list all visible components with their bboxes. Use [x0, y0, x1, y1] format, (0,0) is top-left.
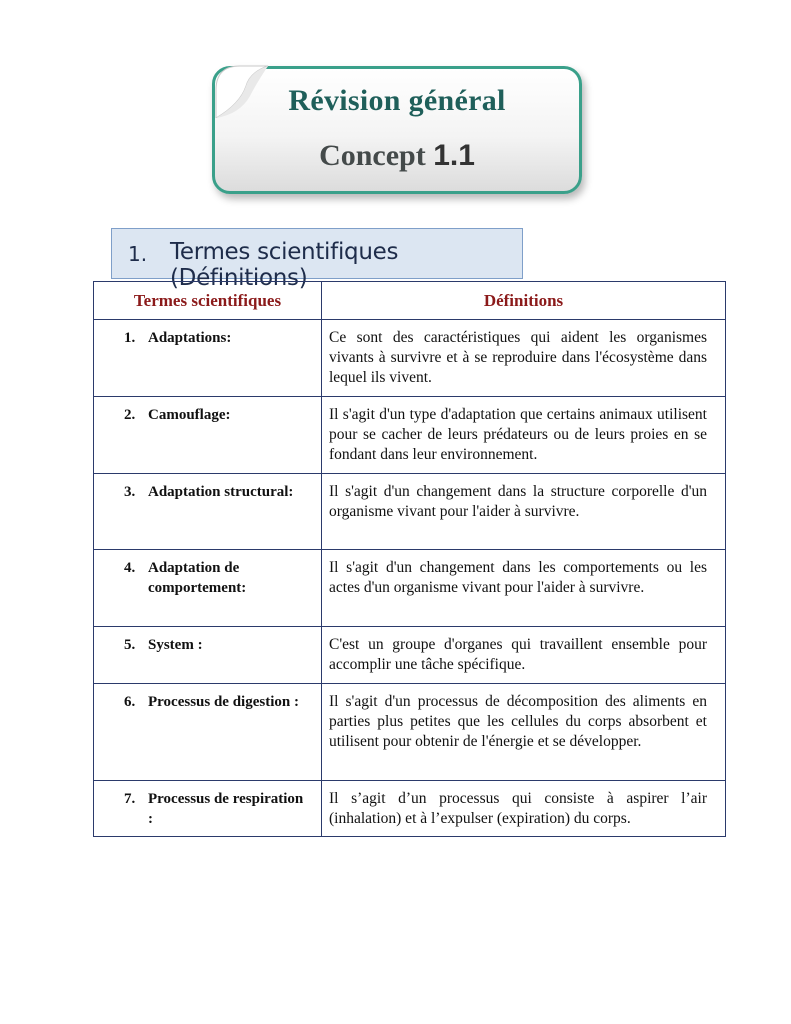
term-cell: [94, 397, 322, 474]
term-number: 2.: [124, 407, 136, 423]
subtitle-text: Concept: [319, 139, 426, 172]
table-header-row: [94, 282, 726, 320]
term-number: 6.: [124, 694, 136, 710]
term-number: 3.: [124, 484, 136, 500]
definition-cell: C'est un groupe d'organes qui travaillent ensemble pour accomplir une tâche spécifique.: [322, 627, 726, 684]
term-number: 7.: [124, 791, 136, 807]
term-label: Adaptation structural:: [148, 484, 294, 500]
table-row: [94, 474, 726, 550]
section-number: 1.: [128, 242, 148, 266]
definition-cell: Il s'agit d'un type d'adaptation que certains animaux utilisent pour se cacher de leurs prédateurs ou de leurs proies en se fondant dans leur environnement.: [322, 397, 726, 474]
term-cell: [94, 684, 322, 781]
term-label: Processus de respiration :: [148, 791, 304, 827]
term-label: Camouflage:: [148, 407, 231, 423]
definition-cell: Il s’agit d’un processus qui consiste à aspirer l’air (inhalation) et à l’expulser (expiration) du corps.: [322, 781, 726, 837]
section-header: [111, 228, 523, 291]
subtitle-number: 1.1: [433, 139, 475, 172]
table-row: [94, 684, 726, 781]
definition-cell: Ce sont des caractéristiques qui aident les organismes vivants à survivre et à se reproduire dans l'écosystème dans lequel ils vivent.: [322, 320, 726, 397]
term-label: Processus de digestion :: [148, 694, 299, 710]
term-number: 5.: [124, 637, 136, 653]
table-row: [94, 320, 726, 397]
title-card-wrap: [206, 60, 586, 196]
header-terms: Termes scientifiques: [94, 282, 322, 320]
table-row: [94, 781, 726, 837]
definition-cell: Il s'agit d'un changement dans les comportements ou les actes d'un organisme vivant pour l'aider à survivre.: [322, 550, 726, 627]
term-cell: [94, 320, 322, 397]
term-label: Adaptation de comportement:: [148, 560, 247, 596]
term-number: 1.: [124, 330, 136, 346]
table-row: [94, 627, 726, 684]
term-cell: [94, 474, 322, 550]
term-cell: [94, 781, 322, 837]
section-title: Termes scientifiques (Définitions): [170, 239, 399, 291]
term-label: System :: [148, 637, 203, 653]
term-cell: [94, 550, 322, 627]
table-row: [94, 550, 726, 627]
definition-cell: Il s'agit d'un processus de décomposition des aliments en parties plus petites que les cellules du corps absorbent et utilisent pour obtenir de l'énergie et se développer.: [322, 684, 726, 781]
table-row: [94, 397, 726, 474]
definitions-table: [93, 281, 726, 837]
term-number: 4.: [124, 560, 136, 576]
term-cell: [94, 627, 322, 684]
page-title: Révision général: [288, 84, 506, 117]
page-subtitle: [215, 139, 579, 173]
header-definitions: Définitions: [322, 282, 726, 320]
term-label: Adaptations:: [148, 330, 232, 346]
page-curl-icon: [210, 60, 268, 118]
definition-cell: Il s'agit d'un changement dans la structure corporelle d'un organisme vivant pour l'aider à survivre.: [322, 474, 726, 550]
